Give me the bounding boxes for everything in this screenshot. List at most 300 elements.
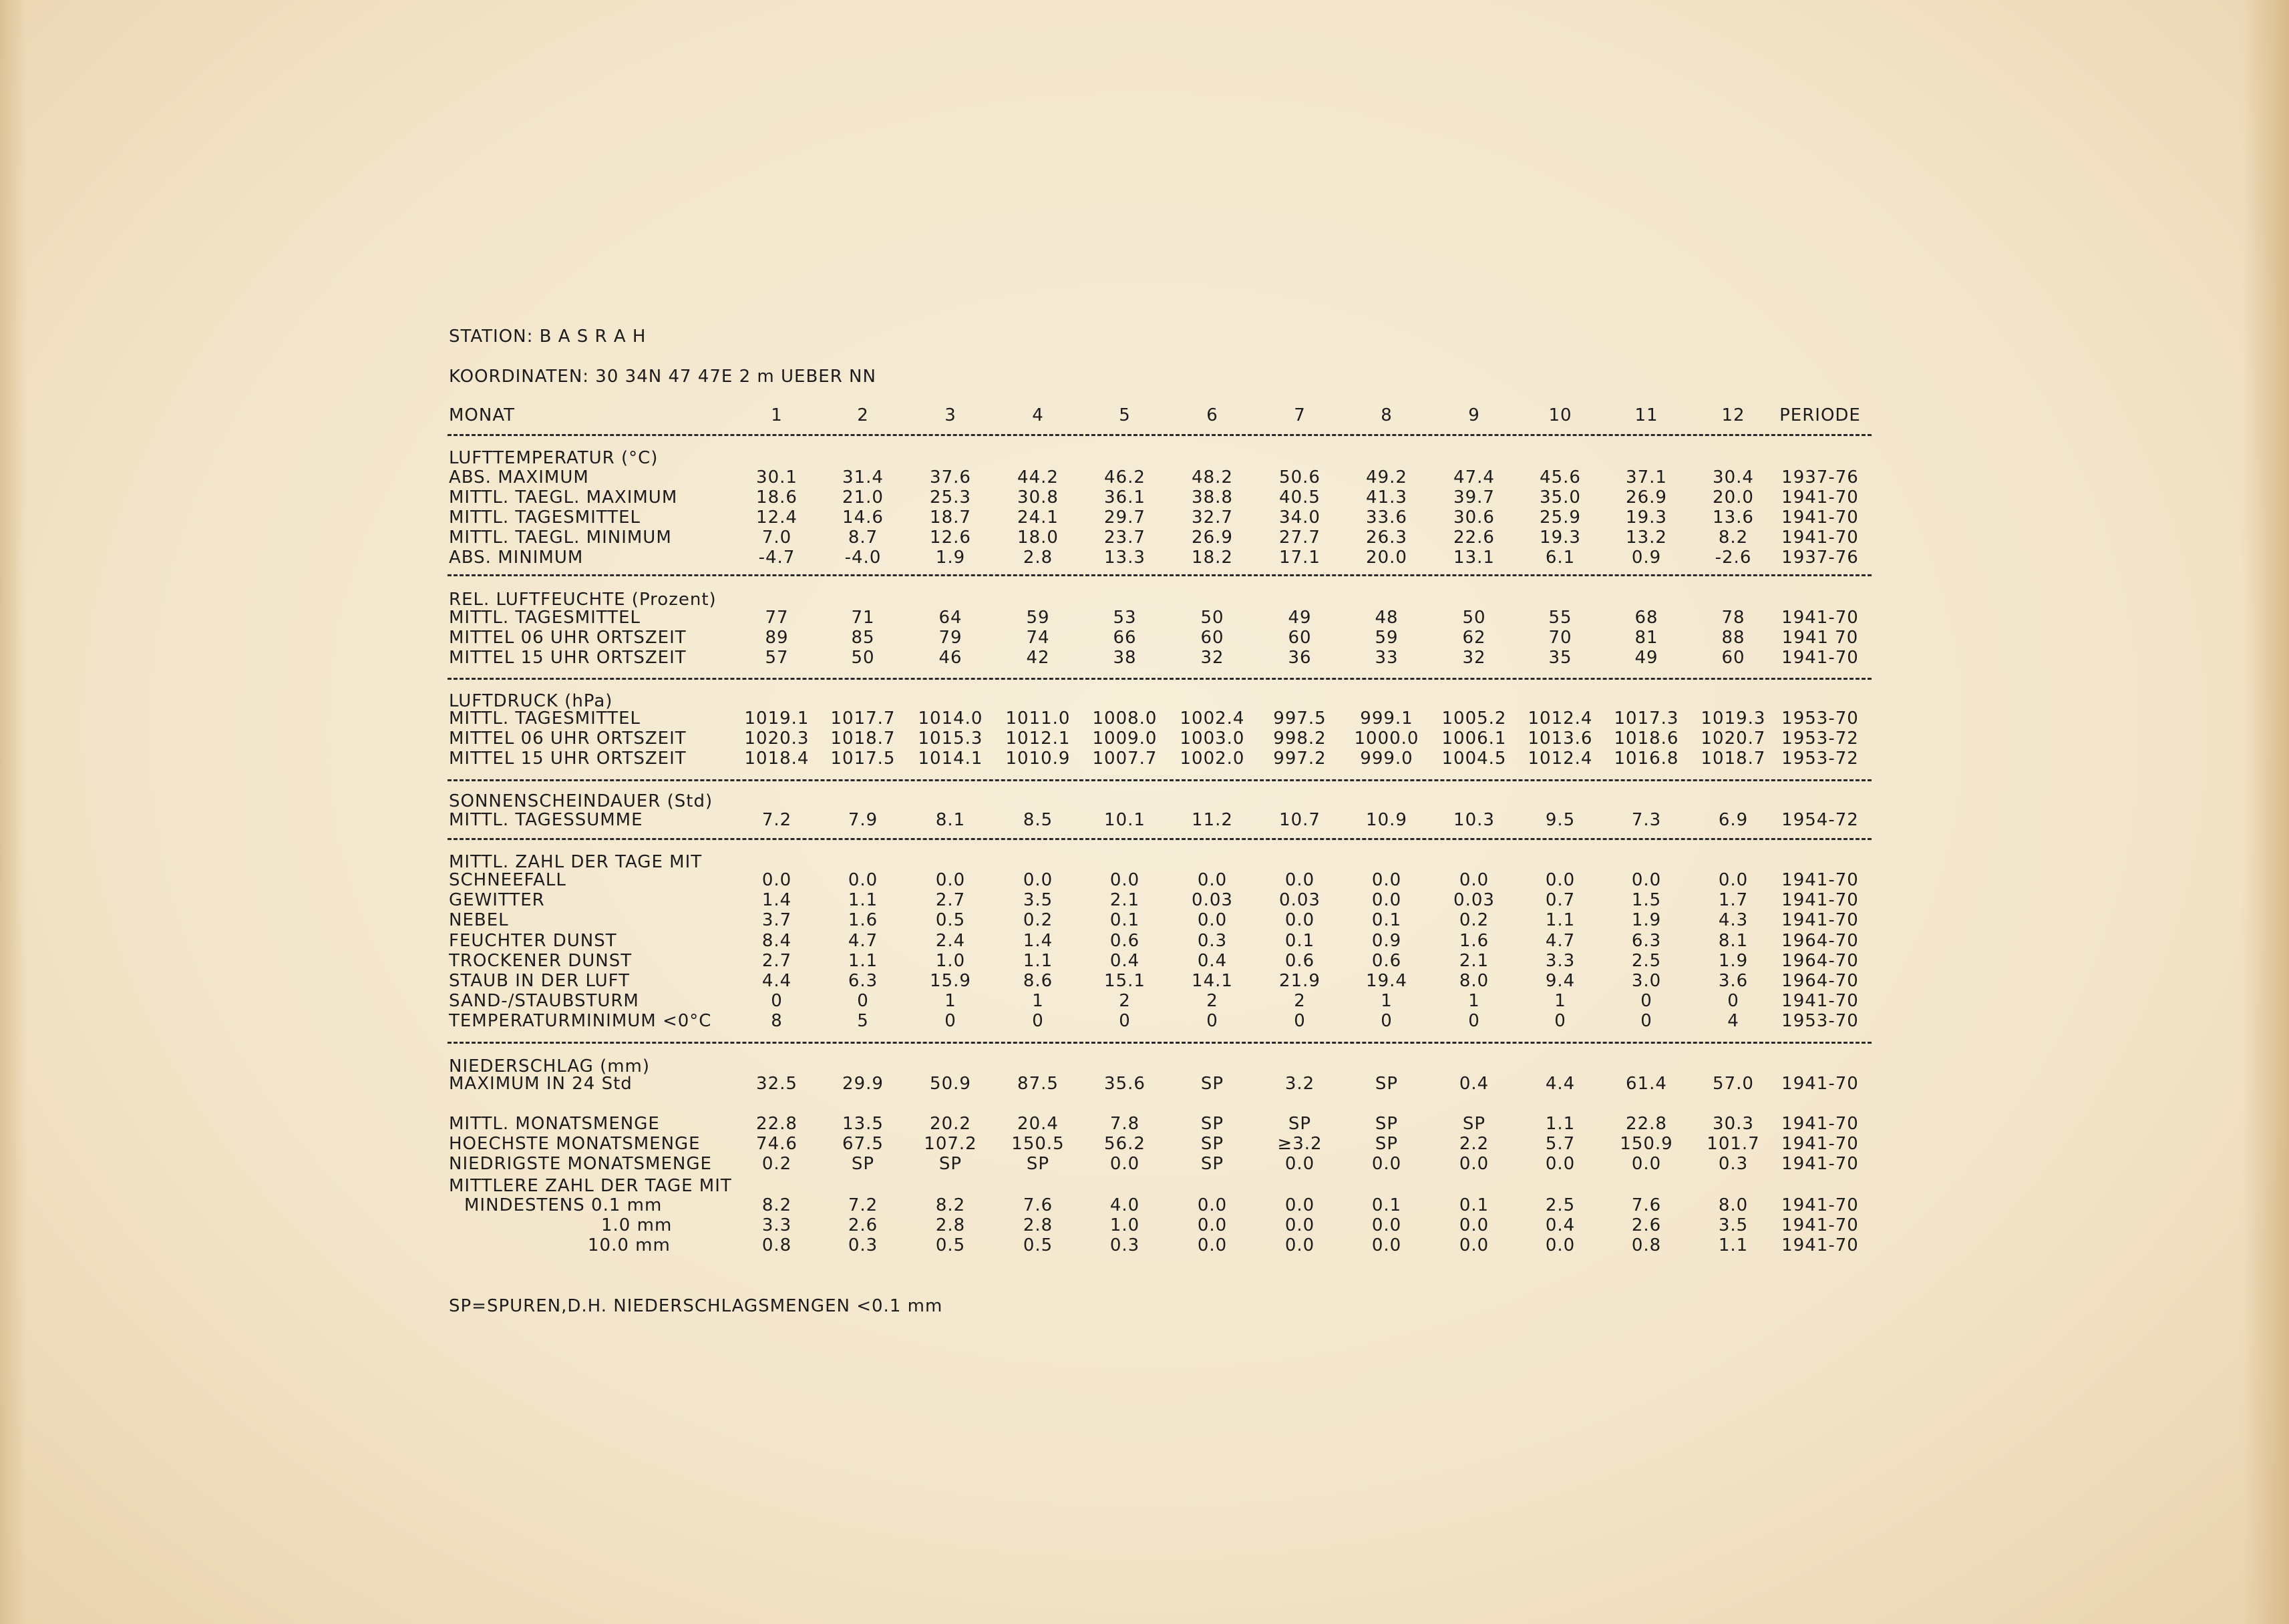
value-cell: 1.1 bbox=[1545, 910, 1576, 930]
value-cell: 1 bbox=[1032, 991, 1044, 1011]
value-cell: 22.8 bbox=[756, 1114, 798, 1134]
value-cell: 21.0 bbox=[842, 487, 884, 508]
value-cell: 8.5 bbox=[1023, 810, 1053, 830]
period-cell: 1941-70 bbox=[1781, 870, 1859, 890]
value-cell: 0.0 bbox=[1023, 870, 1053, 890]
value-cell: 2.7 bbox=[935, 890, 966, 910]
value-cell: 15.1 bbox=[1104, 971, 1146, 991]
value-cell: 7.3 bbox=[1631, 810, 1662, 830]
value-cell: 53 bbox=[1113, 608, 1137, 628]
dashed-separator bbox=[448, 838, 1872, 840]
value-cell: 2 bbox=[1119, 991, 1131, 1011]
row-label: HOECHSTE MONATSMENGE bbox=[449, 1134, 701, 1154]
value-cell: 57 bbox=[765, 648, 789, 668]
value-cell: 50 bbox=[1462, 608, 1486, 628]
value-cell: 32 bbox=[1200, 648, 1224, 668]
row-label: MITTEL 06 UHR ORTSZEIT bbox=[449, 628, 687, 648]
value-cell: 0.0 bbox=[1197, 910, 1228, 930]
value-cell: 0.0 bbox=[1109, 1154, 1140, 1174]
value-cell: 32 bbox=[1462, 648, 1486, 668]
value-cell: 15.9 bbox=[930, 971, 971, 991]
value-cell: 1.9 bbox=[1631, 910, 1662, 930]
value-cell: 49.2 bbox=[1366, 467, 1407, 487]
value-cell: 8.1 bbox=[935, 810, 966, 830]
value-cell: 1020.7 bbox=[1701, 729, 1766, 749]
row-label: MITTL. TAGESMITTEL bbox=[449, 608, 641, 628]
period-cell: 1941-70 bbox=[1781, 1154, 1859, 1174]
value-cell: 7.0 bbox=[761, 528, 792, 548]
value-cell: 0.3 bbox=[1197, 931, 1228, 951]
section-title: SONNENSCHEINDAUER (Std) bbox=[449, 791, 713, 811]
value-cell: 0.03 bbox=[1279, 890, 1320, 910]
period-cell: 1964-70 bbox=[1781, 951, 1859, 971]
value-cell: 20.4 bbox=[1017, 1114, 1059, 1134]
value-cell: 89 bbox=[765, 628, 789, 648]
value-cell: -4.0 bbox=[844, 548, 882, 568]
month-header: 4 bbox=[1032, 405, 1044, 425]
value-cell: 29.9 bbox=[842, 1074, 884, 1094]
value-cell: 4.3 bbox=[1718, 910, 1749, 930]
value-cell: 1006.1 bbox=[1441, 729, 1507, 749]
periode-header: PERIODE bbox=[1779, 405, 1861, 425]
value-cell: 0.0 bbox=[1371, 1235, 1402, 1255]
value-cell: SP bbox=[1375, 1114, 1399, 1134]
value-cell: 1017.7 bbox=[830, 708, 896, 729]
period-cell: 1953-72 bbox=[1781, 749, 1859, 769]
value-cell: 56.2 bbox=[1104, 1134, 1146, 1154]
period-cell: 1964-70 bbox=[1781, 971, 1859, 991]
value-cell: 2.8 bbox=[935, 1215, 966, 1235]
dashed-separator bbox=[448, 1042, 1872, 1044]
section-title: LUFTDRUCK (hPa) bbox=[449, 691, 613, 711]
value-cell: 1 bbox=[1468, 991, 1480, 1011]
value-cell: 36.1 bbox=[1104, 487, 1146, 508]
value-cell: 2.1 bbox=[1109, 890, 1140, 910]
row-label: MITTEL 06 UHR ORTSZEIT bbox=[449, 729, 687, 749]
section-title: REL. LUFTFEUCHTE (Prozent) bbox=[449, 590, 717, 610]
value-cell: 1012.1 bbox=[1005, 729, 1071, 749]
value-cell: SP bbox=[1462, 1114, 1486, 1134]
value-cell: 0.2 bbox=[1023, 910, 1053, 930]
period-cell: 1941-70 bbox=[1781, 1134, 1859, 1154]
value-cell: 1019.3 bbox=[1701, 708, 1766, 729]
value-cell: 0.0 bbox=[1197, 1195, 1228, 1215]
month-header: 10 bbox=[1548, 405, 1572, 425]
value-cell: 0.0 bbox=[1545, 870, 1576, 890]
period-cell: 1941-70 bbox=[1781, 1215, 1859, 1235]
value-cell: 50.9 bbox=[930, 1074, 971, 1094]
value-cell: 0.0 bbox=[1459, 1235, 1489, 1255]
value-cell: 55 bbox=[1548, 608, 1572, 628]
value-cell: 0 bbox=[771, 991, 783, 1011]
value-cell: 59 bbox=[1026, 608, 1050, 628]
value-cell: 0.0 bbox=[1631, 1154, 1662, 1174]
value-cell: 107.2 bbox=[924, 1134, 977, 1154]
value-cell: 0.1 bbox=[1284, 931, 1315, 951]
value-cell: 0.0 bbox=[1284, 870, 1315, 890]
value-cell: 0 bbox=[1206, 1011, 1218, 1031]
value-cell: 12.6 bbox=[930, 528, 971, 548]
row-label: MITTEL 15 UHR ORTSZEIT bbox=[449, 648, 687, 668]
value-cell: 1002.0 bbox=[1180, 749, 1245, 769]
paper-edge-right bbox=[2242, 0, 2289, 1624]
value-cell: 19.3 bbox=[1540, 528, 1581, 548]
value-cell: 46.2 bbox=[1104, 467, 1146, 487]
value-cell: 0.5 bbox=[1023, 1235, 1053, 1255]
section-title: NIEDERSCHLAG (mm) bbox=[449, 1056, 651, 1076]
value-cell: 35 bbox=[1548, 648, 1572, 668]
value-cell: SP bbox=[1026, 1154, 1050, 1174]
period-cell: 1941 70 bbox=[1781, 628, 1859, 648]
section-title: MITTLERE ZAHL DER TAGE MIT bbox=[449, 1176, 732, 1196]
value-cell: 2.4 bbox=[935, 931, 966, 951]
value-cell: 8 bbox=[771, 1011, 783, 1031]
value-cell: 0.8 bbox=[1631, 1235, 1662, 1255]
monat-header: MONAT bbox=[449, 405, 515, 425]
value-cell: 18.7 bbox=[930, 508, 971, 528]
value-cell: 0.0 bbox=[1718, 870, 1749, 890]
value-cell: 85 bbox=[851, 628, 875, 648]
value-cell: 46 bbox=[938, 648, 962, 668]
value-cell: 7.6 bbox=[1631, 1195, 1662, 1215]
period-cell: 1941-70 bbox=[1781, 1114, 1859, 1134]
value-cell: 1.9 bbox=[1718, 951, 1749, 971]
value-cell: 0 bbox=[1119, 1011, 1131, 1031]
value-cell: SP bbox=[1375, 1134, 1399, 1154]
value-cell: 4.7 bbox=[848, 931, 878, 951]
value-cell: 150.9 bbox=[1620, 1134, 1673, 1154]
value-cell: 19.4 bbox=[1366, 971, 1407, 991]
value-cell: 8.4 bbox=[761, 931, 792, 951]
row-label: ABS. MAXIMUM bbox=[449, 467, 589, 487]
value-cell: 36 bbox=[1288, 648, 1312, 668]
value-cell: 0.4 bbox=[1197, 951, 1228, 971]
value-cell: 50 bbox=[1200, 608, 1224, 628]
value-cell: 30.4 bbox=[1713, 467, 1754, 487]
value-cell: 0.6 bbox=[1284, 951, 1315, 971]
value-cell: 7.2 bbox=[848, 1195, 878, 1215]
period-cell: 1937-76 bbox=[1781, 467, 1859, 487]
value-cell: 2.8 bbox=[1023, 1215, 1053, 1235]
value-cell: 64 bbox=[938, 608, 962, 628]
value-cell: 27.7 bbox=[1279, 528, 1320, 548]
value-cell: 0.0 bbox=[1284, 1195, 1315, 1215]
value-cell: 1009.0 bbox=[1092, 729, 1158, 749]
value-cell: 0.0 bbox=[1545, 1235, 1576, 1255]
value-cell: 997.5 bbox=[1273, 708, 1327, 729]
value-cell: 50.6 bbox=[1279, 467, 1320, 487]
month-header: 1 bbox=[771, 405, 783, 425]
footnote: SP=SPUREN,D.H. NIEDERSCHLAGSMENGEN <0.1 mm bbox=[449, 1296, 943, 1316]
value-cell: 4.0 bbox=[1109, 1195, 1140, 1215]
value-cell: 87.5 bbox=[1017, 1074, 1059, 1094]
value-cell: 0.8 bbox=[761, 1235, 792, 1255]
value-cell: 11.2 bbox=[1192, 810, 1233, 830]
value-cell: 6.3 bbox=[848, 971, 878, 991]
value-cell: 1012.4 bbox=[1528, 749, 1593, 769]
month-header: 2 bbox=[857, 405, 869, 425]
value-cell: 68 bbox=[1634, 608, 1658, 628]
value-cell: 41.3 bbox=[1366, 487, 1407, 508]
value-cell: 5.7 bbox=[1545, 1134, 1576, 1154]
value-cell: 0.0 bbox=[1197, 870, 1228, 890]
value-cell: 0.03 bbox=[1453, 890, 1495, 910]
dashed-separator bbox=[448, 779, 1872, 781]
value-cell: 1007.7 bbox=[1092, 749, 1158, 769]
value-cell: 74 bbox=[1026, 628, 1050, 648]
value-cell: 35.6 bbox=[1104, 1074, 1146, 1094]
value-cell: 33.6 bbox=[1366, 508, 1407, 528]
row-label: 10.0 mm bbox=[588, 1235, 671, 1255]
value-cell: 61.4 bbox=[1626, 1074, 1667, 1094]
row-label: SAND-/STAUBSTURM bbox=[449, 991, 639, 1011]
value-cell: 0.0 bbox=[1197, 1235, 1228, 1255]
value-cell: 1.1 bbox=[1718, 1235, 1749, 1255]
value-cell: 1018.4 bbox=[744, 749, 810, 769]
dashed-separator bbox=[448, 678, 1872, 680]
value-cell: 10.1 bbox=[1104, 810, 1146, 830]
value-cell: 8.2 bbox=[761, 1195, 792, 1215]
value-cell: 0.0 bbox=[1631, 870, 1662, 890]
value-cell: 3.0 bbox=[1631, 971, 1662, 991]
value-cell: 0.4 bbox=[1459, 1074, 1489, 1094]
value-cell: 34.0 bbox=[1279, 508, 1320, 528]
value-cell: 2 bbox=[1294, 991, 1306, 1011]
value-cell: 2.2 bbox=[1459, 1134, 1489, 1154]
value-cell: -4.7 bbox=[758, 548, 796, 568]
value-cell: 1.1 bbox=[848, 951, 878, 971]
row-label: 1.0 mm bbox=[601, 1215, 673, 1235]
value-cell: 22.8 bbox=[1626, 1114, 1667, 1134]
value-cell: 1.7 bbox=[1718, 890, 1749, 910]
value-cell: 31.4 bbox=[842, 467, 884, 487]
period-cell: 1941-70 bbox=[1781, 1074, 1859, 1094]
value-cell: 6.3 bbox=[1631, 931, 1662, 951]
section-title: LUFTTEMPERATUR (°C) bbox=[449, 448, 659, 468]
value-cell: 48.2 bbox=[1192, 467, 1233, 487]
value-cell: 14.6 bbox=[842, 508, 884, 528]
value-cell: 0.0 bbox=[1371, 1215, 1402, 1235]
value-cell: 0.4 bbox=[1109, 951, 1140, 971]
value-cell: 0.1 bbox=[1371, 1195, 1402, 1215]
value-cell: 0.1 bbox=[1371, 910, 1402, 930]
value-cell: 1010.9 bbox=[1005, 749, 1071, 769]
value-cell: 0 bbox=[1554, 1011, 1566, 1031]
value-cell: 1 bbox=[1381, 991, 1393, 1011]
value-cell: 150.5 bbox=[1011, 1134, 1065, 1154]
value-cell: 4.7 bbox=[1545, 931, 1576, 951]
value-cell: 998.2 bbox=[1273, 729, 1327, 749]
value-cell: 0.9 bbox=[1371, 931, 1402, 951]
value-cell: 3.5 bbox=[1718, 1215, 1749, 1235]
value-cell: 1017.5 bbox=[830, 749, 896, 769]
value-cell: 2.6 bbox=[848, 1215, 878, 1235]
value-cell: 0 bbox=[1294, 1011, 1306, 1031]
value-cell: 0 bbox=[1640, 1011, 1652, 1031]
value-cell: 2.1 bbox=[1459, 951, 1489, 971]
row-label: STAUB IN DER LUFT bbox=[449, 971, 631, 991]
value-cell: 13.1 bbox=[1453, 548, 1495, 568]
month-header: 7 bbox=[1294, 405, 1306, 425]
dashed-separator bbox=[448, 574, 1872, 576]
value-cell: 0.0 bbox=[1371, 1154, 1402, 1174]
value-cell: 1017.3 bbox=[1614, 708, 1679, 729]
value-cell: 8.0 bbox=[1459, 971, 1489, 991]
row-label: SCHNEEFALL bbox=[449, 870, 566, 890]
period-cell: 1941-70 bbox=[1781, 648, 1859, 668]
row-label: MITTL. MONATSMENGE bbox=[449, 1114, 660, 1134]
value-cell: 0.0 bbox=[848, 870, 878, 890]
period-cell: 1941-70 bbox=[1781, 890, 1859, 910]
value-cell: 25.3 bbox=[930, 487, 971, 508]
period-cell: 1941-70 bbox=[1781, 608, 1859, 628]
value-cell: 40.5 bbox=[1279, 487, 1320, 508]
row-label: MITTL. TAEGL. MAXIMUM bbox=[449, 487, 678, 508]
value-cell: 0.0 bbox=[1284, 910, 1315, 930]
value-cell: SP bbox=[1375, 1074, 1399, 1094]
value-cell: 13.5 bbox=[842, 1114, 884, 1134]
value-cell: 0.4 bbox=[1545, 1215, 1576, 1235]
period-cell: 1953-72 bbox=[1781, 729, 1859, 749]
value-cell: 67.5 bbox=[842, 1134, 884, 1154]
value-cell: 0.3 bbox=[1718, 1154, 1749, 1174]
value-cell: 44.2 bbox=[1017, 467, 1059, 487]
value-cell: -2.6 bbox=[1715, 548, 1752, 568]
value-cell: 10.9 bbox=[1366, 810, 1407, 830]
value-cell: 101.7 bbox=[1707, 1134, 1760, 1154]
value-cell: 1011.0 bbox=[1005, 708, 1071, 729]
value-cell: 0.0 bbox=[1109, 870, 1140, 890]
value-cell: 0.0 bbox=[761, 870, 792, 890]
value-cell: 0 bbox=[1032, 1011, 1044, 1031]
period-cell: 1937-76 bbox=[1781, 548, 1859, 568]
value-cell: 999.0 bbox=[1360, 749, 1413, 769]
value-cell: SP bbox=[1288, 1114, 1312, 1134]
value-cell: 57.0 bbox=[1713, 1074, 1754, 1094]
row-label: MITTEL 15 UHR ORTSZEIT bbox=[449, 749, 687, 769]
value-cell: 47.4 bbox=[1453, 467, 1495, 487]
value-cell: SP bbox=[938, 1154, 962, 1174]
month-header: 6 bbox=[1206, 405, 1218, 425]
value-cell: 997.2 bbox=[1273, 749, 1327, 769]
value-cell: 29.7 bbox=[1104, 508, 1146, 528]
value-cell: 3.3 bbox=[761, 1215, 792, 1235]
value-cell: 1014.0 bbox=[918, 708, 983, 729]
value-cell: 60 bbox=[1288, 628, 1312, 648]
value-cell: 17.1 bbox=[1279, 548, 1320, 568]
value-cell: 0.0 bbox=[1284, 1235, 1315, 1255]
value-cell: 13.2 bbox=[1626, 528, 1667, 548]
value-cell: 59 bbox=[1375, 628, 1399, 648]
value-cell: 6.9 bbox=[1718, 810, 1749, 830]
value-cell: 999.1 bbox=[1360, 708, 1413, 729]
value-cell: 1 bbox=[1554, 991, 1566, 1011]
value-cell: 49 bbox=[1634, 648, 1658, 668]
value-cell: 32.5 bbox=[756, 1074, 798, 1094]
value-cell: 1018.6 bbox=[1614, 729, 1679, 749]
value-cell: 0.0 bbox=[1197, 1215, 1228, 1235]
value-cell: 1 bbox=[944, 991, 956, 1011]
value-cell: 1013.6 bbox=[1528, 729, 1593, 749]
value-cell: 14.1 bbox=[1192, 971, 1233, 991]
value-cell: 66 bbox=[1113, 628, 1137, 648]
value-cell: 81 bbox=[1634, 628, 1658, 648]
paper-edge-left bbox=[0, 0, 27, 1624]
value-cell: 0.7 bbox=[1545, 890, 1576, 910]
value-cell: 12.4 bbox=[756, 508, 798, 528]
value-cell: 71 bbox=[851, 608, 875, 628]
value-cell: 1002.4 bbox=[1180, 708, 1245, 729]
period-cell: 1953-70 bbox=[1781, 708, 1859, 729]
period-cell: 1941-70 bbox=[1781, 991, 1859, 1011]
section-title: MITTL. ZAHL DER TAGE MIT bbox=[449, 852, 703, 872]
value-cell: 26.9 bbox=[1192, 528, 1233, 548]
value-cell: 1.6 bbox=[848, 910, 878, 930]
value-cell: 5 bbox=[857, 1011, 869, 1031]
value-cell: 0 bbox=[1727, 991, 1739, 1011]
value-cell: 4 bbox=[1727, 1011, 1739, 1031]
value-cell: 0.2 bbox=[1459, 910, 1489, 930]
row-label: NIEDRIGSTE MONATSMENGE bbox=[449, 1154, 712, 1174]
value-cell: 30.6 bbox=[1453, 508, 1495, 528]
value-cell: 1000.0 bbox=[1354, 729, 1419, 749]
period-cell: 1953-70 bbox=[1781, 1011, 1859, 1031]
value-cell: 8.0 bbox=[1718, 1195, 1749, 1215]
value-cell: 3.6 bbox=[1718, 971, 1749, 991]
value-cell: 6.1 bbox=[1545, 548, 1576, 568]
value-cell: 0.3 bbox=[1109, 1235, 1140, 1255]
value-cell: 0 bbox=[1381, 1011, 1393, 1031]
period-cell: 1941-70 bbox=[1781, 528, 1859, 548]
value-cell: 45.6 bbox=[1540, 467, 1581, 487]
value-cell: SP bbox=[1200, 1134, 1224, 1154]
value-cell: 1.5 bbox=[1631, 890, 1662, 910]
value-cell: 0.1 bbox=[1459, 1195, 1489, 1215]
value-cell: 26.3 bbox=[1366, 528, 1407, 548]
value-cell: 0 bbox=[857, 991, 869, 1011]
value-cell: 1.0 bbox=[935, 951, 966, 971]
value-cell: 18.6 bbox=[756, 487, 798, 508]
value-cell: 1008.0 bbox=[1092, 708, 1158, 729]
value-cell: 0.0 bbox=[1284, 1215, 1315, 1235]
value-cell: 2.8 bbox=[1023, 548, 1053, 568]
value-cell: 10.7 bbox=[1279, 810, 1320, 830]
value-cell: 77 bbox=[765, 608, 789, 628]
period-cell: 1964-70 bbox=[1781, 931, 1859, 951]
value-cell: 1.4 bbox=[761, 890, 792, 910]
month-header: 5 bbox=[1119, 405, 1131, 425]
value-cell: 88 bbox=[1721, 628, 1745, 648]
value-cell: 0.6 bbox=[1371, 951, 1402, 971]
value-cell: 1003.0 bbox=[1180, 729, 1245, 749]
value-cell: 26.9 bbox=[1626, 487, 1667, 508]
month-header: 9 bbox=[1468, 405, 1480, 425]
value-cell: 0.2 bbox=[761, 1154, 792, 1174]
value-cell: ≥3.2 bbox=[1277, 1134, 1323, 1154]
value-cell: 1.1 bbox=[1545, 1114, 1576, 1134]
value-cell: 1.1 bbox=[1023, 951, 1053, 971]
value-cell: 49 bbox=[1288, 608, 1312, 628]
value-cell: 4.4 bbox=[761, 971, 792, 991]
value-cell: 8.1 bbox=[1718, 931, 1749, 951]
row-label: ABS. MINIMUM bbox=[449, 548, 584, 568]
value-cell: 37.6 bbox=[930, 467, 971, 487]
row-label: MITTL. TAGESMITTEL bbox=[449, 508, 641, 528]
value-cell: 1.6 bbox=[1459, 931, 1489, 951]
value-cell: 2.5 bbox=[1631, 951, 1662, 971]
value-cell: 1019.1 bbox=[744, 708, 810, 729]
row-label: MITTL. TAGESSUMME bbox=[449, 810, 643, 830]
